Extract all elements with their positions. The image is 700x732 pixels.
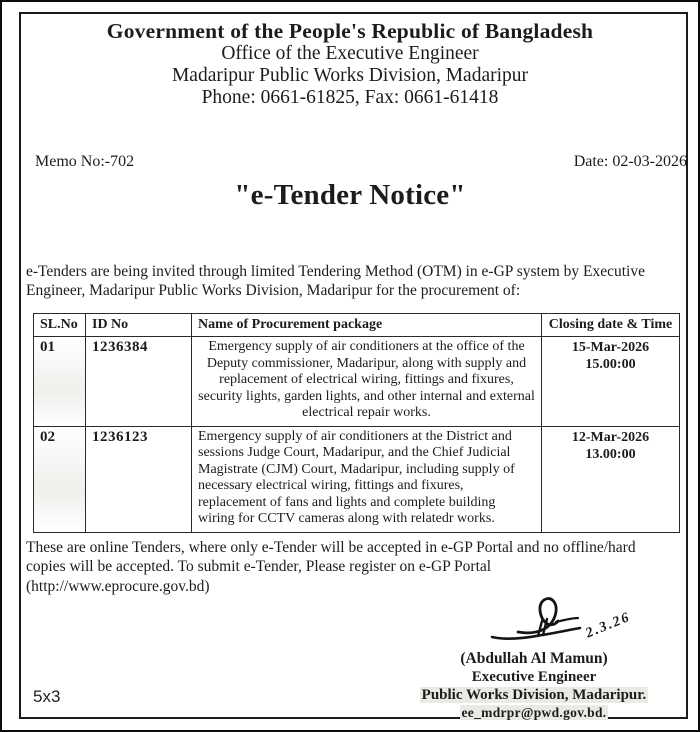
- column-header-package-name: Name of Procurement package: [192, 314, 542, 337]
- signature-area: [384, 588, 684, 650]
- office-name: Office of the Executive Engineer: [221, 43, 479, 64]
- signatory-designation: Executive Engineer: [471, 669, 597, 685]
- cell-idno: 1236123: [86, 426, 192, 532]
- table-row: [34, 337, 680, 427]
- signatory-email-text: ee_mdrpr@pwd.gov.bd.: [461, 705, 607, 720]
- cell-package-name: Emergency supply of air conditioners at the District and sessions Judge Court, Madaripur, and the Chief Judicial Magistrate (CJM) Court, Madaripur, including supply of necessary electrical wiring, fittings and fixures, replacement of fans and lights and complete building wiring for CCTV cameras along with relatedr works.: [192, 426, 542, 532]
- cell-slno: 01: [34, 337, 86, 427]
- signatory-name: (Abdullah Al Mamun): [460, 650, 608, 667]
- procurement-table: [33, 313, 680, 533]
- signature-block: [384, 588, 684, 721]
- table-row: [34, 426, 680, 532]
- closing-time: 15.00:00: [585, 357, 636, 372]
- online-tender-note: These are online Tenders, where only e-Tender will be accepted in e-GP Portal and no offline/hard copies will be accepted. To submit e-Tender, Please register on e-GP Portal (http://www.eprocure.gov.bd): [26, 538, 636, 595]
- letterhead: [0, 19, 700, 109]
- cell-idno: 1236384: [86, 337, 192, 427]
- phone-fax-line: Phone: 0661-61825, Fax: 0661-61418: [201, 87, 499, 108]
- cell-package-name: Emergency supply of air conditioners at the office of the Deputy commissioner, Madaripur, along with supply and replacement of electrical wiring, fittings and fixures, security lights, garden lights, and other internal and external electrical repair works.: [192, 337, 542, 427]
- closing-date: 12-Mar-2026: [571, 429, 650, 445]
- closing-time: 13.00:00: [585, 446, 636, 462]
- division-name: Madaripur Public Works Division, Madaripur: [171, 65, 529, 86]
- memo-number: Memo No:-702: [35, 153, 135, 170]
- signatory-office: [384, 686, 684, 704]
- signature-handwritten-date: 2.3.26: [583, 609, 633, 642]
- ad-size-note: 5x3: [33, 687, 61, 706]
- memo-row: [35, 153, 687, 171]
- cell-closing: [542, 337, 680, 427]
- intro-paragraph: e-Tenders are being invited through limited Tendering Method (OTM) in e-GP system by Executive Engineer, Madaripur Public Works Division, Madaripur for the procurement of:: [26, 262, 645, 299]
- column-header-idno: ID No: [86, 314, 192, 337]
- cell-closing: [542, 426, 680, 532]
- column-header-slno: SL.No: [34, 314, 86, 337]
- page-title: "e-Tender Notice": [234, 179, 466, 211]
- memo-date: Date: 02-03-2026: [573, 153, 687, 170]
- column-header-closing: Closing date & Time: [542, 314, 680, 337]
- closing-date: 15-Mar-2026: [571, 340, 650, 355]
- signatory-email: [384, 704, 684, 721]
- government-title: Government of the People's Republic of Bangladesh: [106, 19, 594, 43]
- cell-slno: 02: [34, 426, 86, 532]
- signatory-office-text: Public Works Division, Madaripur.: [421, 687, 647, 703]
- table-header-row: [34, 314, 680, 337]
